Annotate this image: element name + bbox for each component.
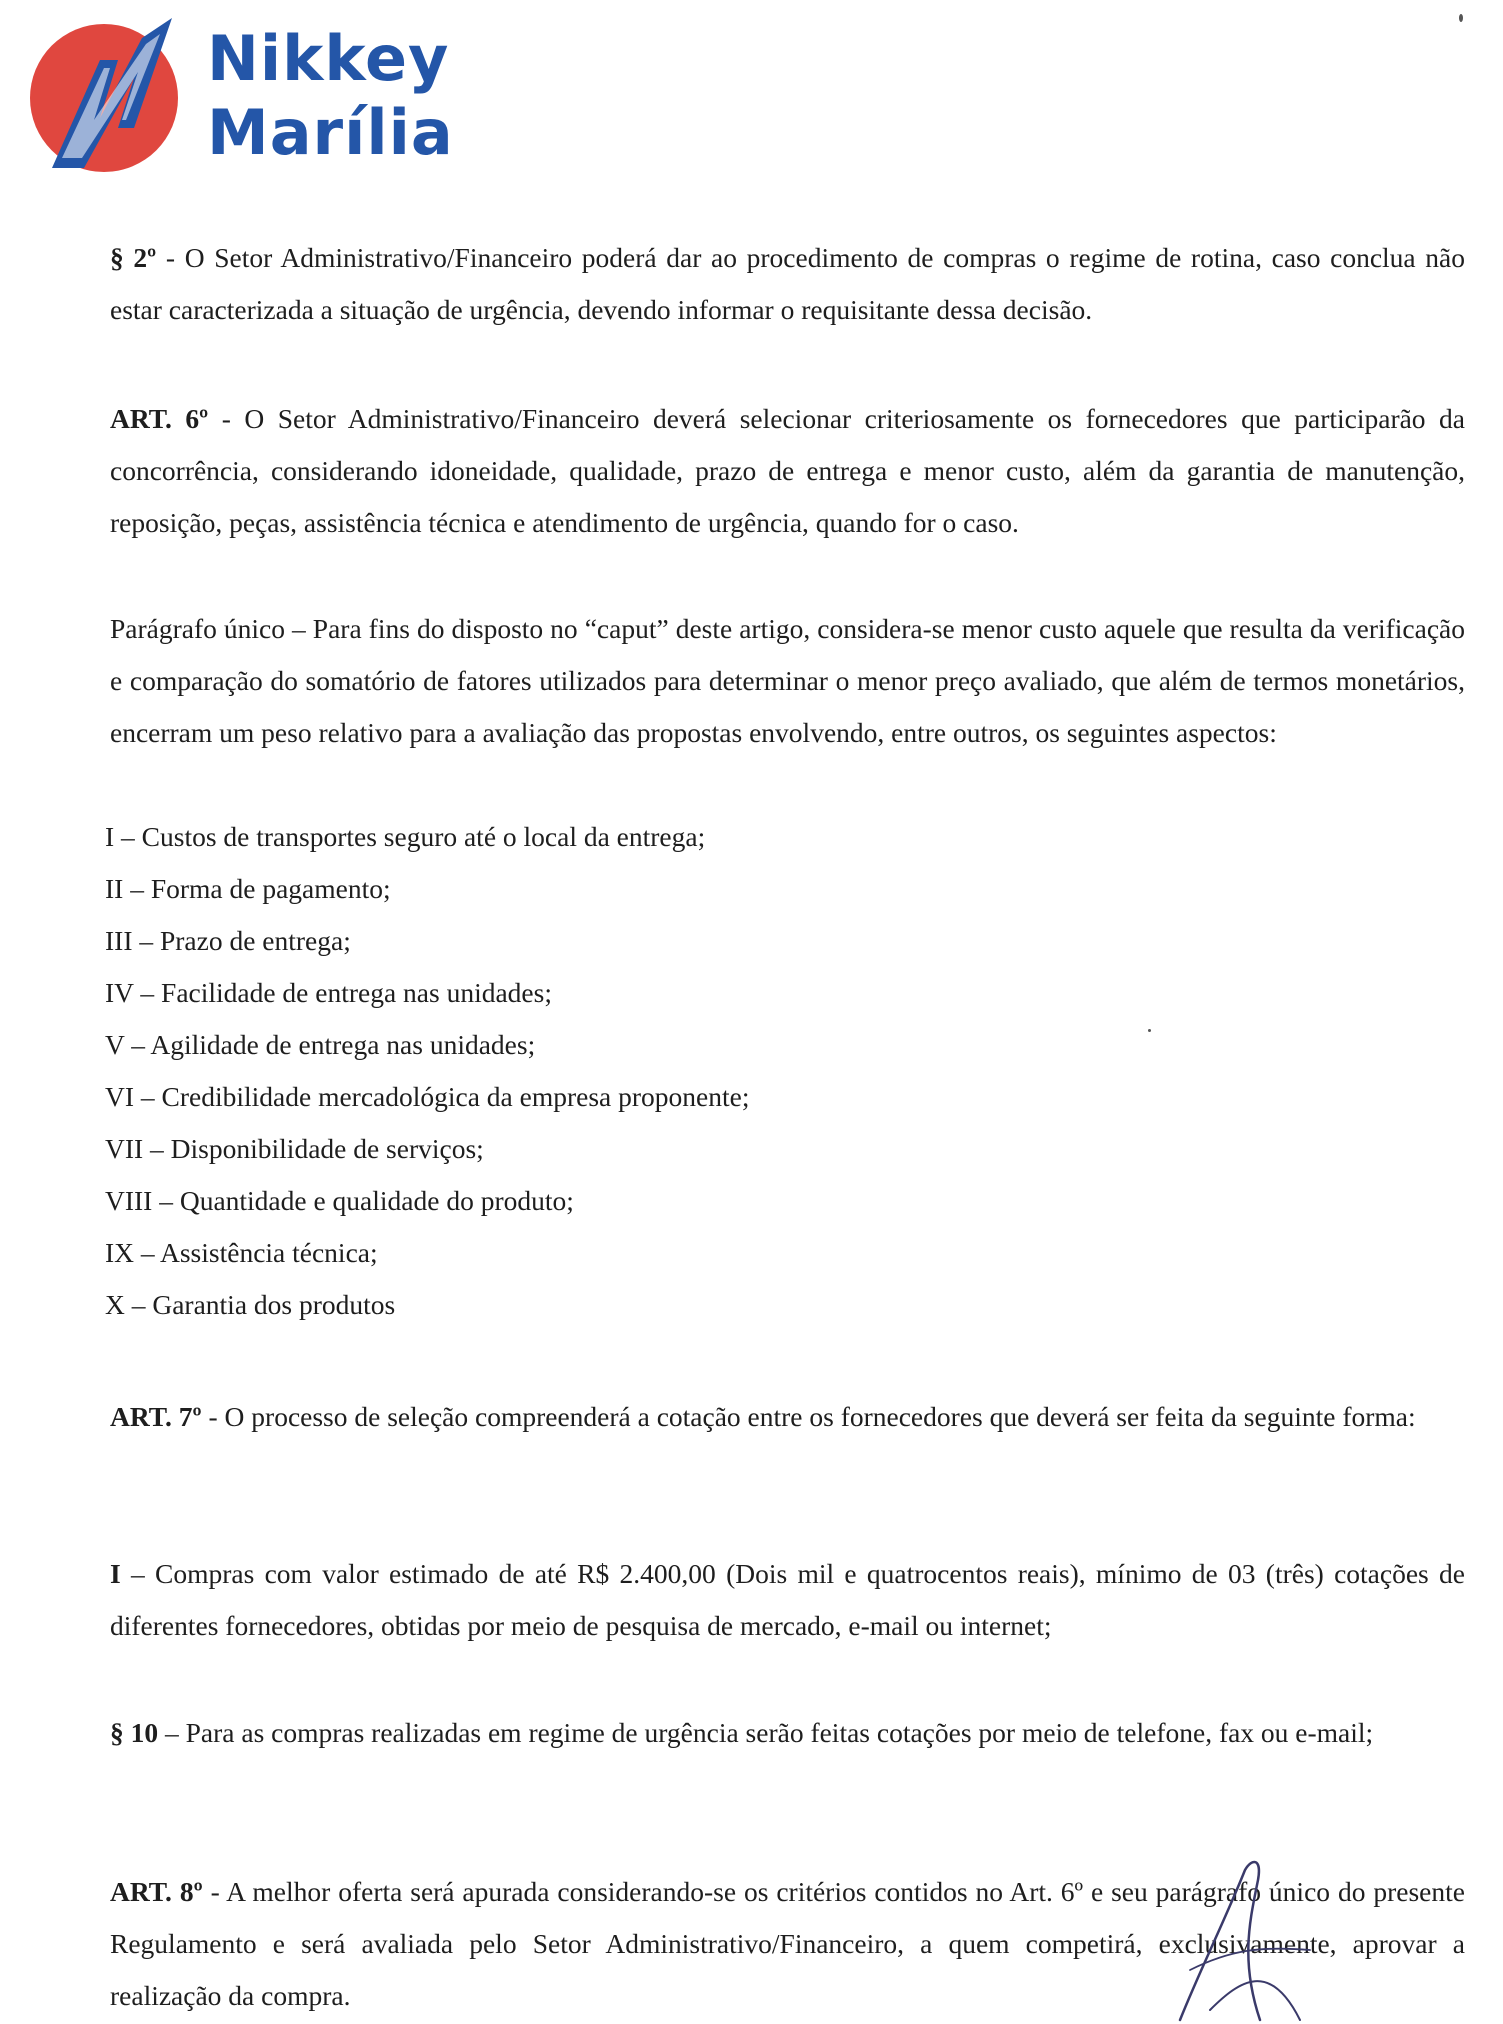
art6-lead: ART. 6º bbox=[110, 403, 209, 434]
par2-text: - O Setor Administrativo/Financeiro poderá dar ao procedimento de compras o regime de rotina, caso conclua não estar caracterizada a situação de urgência, devendo informar o requisitante dessa decisão. bbox=[110, 242, 1465, 325]
list-item: IV – Facilidade de entrega nas unidades; bbox=[105, 977, 552, 1008]
list-item: IX – Assistência técnica; bbox=[105, 1237, 378, 1268]
list-item: I – Custos de transportes seguro até o local da entrega; bbox=[105, 821, 706, 852]
paragraph-art6-unico: Parágrafo único – Para fins do disposto no “caput” deste artigo, considera-se menor custo aquele que resulta da verificação e comparação do somatório de fatores utilizados para determinar o menor preço avaliado, que além de termos monetários, encerram um peso relativo para a avaliação das propostas envolvendo, entre outros, os seguintes aspectos: bbox=[110, 613, 1465, 748]
list-item: V – Agilidade de entrega nas unidades; bbox=[105, 1029, 536, 1060]
scan-speck bbox=[1148, 1029, 1151, 1032]
logo-emblem-icon bbox=[22, 8, 212, 178]
company-logo bbox=[22, 8, 454, 178]
art6-text: - O Setor Administrativo/Financeiro deverá selecionar criteriosamente os fornecedores que participarão da concorrência, considerando idoneidade, qualidade, prazo de entrega e menor custo, além da garantia de manutenção, reposição, peças, assistência técnica e atendimento de urgência, quando for o caso. bbox=[110, 403, 1465, 538]
scan-speck bbox=[1459, 14, 1463, 22]
paragraph-art7-item1 bbox=[110, 1548, 1465, 1652]
art7-lead: ART. 7º bbox=[110, 1401, 202, 1432]
paragraph-art6 bbox=[110, 393, 1465, 549]
logo-text-line2: Marília bbox=[207, 96, 454, 169]
art7-item1-lead: I bbox=[110, 1558, 121, 1589]
list-item: VI – Credibilidade mercadológica da empresa proponente; bbox=[105, 1081, 750, 1112]
art8-text: - A melhor oferta será apurada considerando-se os critérios contidos no Art. 6º e seu parágrafo único do presente Regulamento e será avaliada pelo Setor Administrativo/Financeiro, a quem competirá, exclusivamente, aprovar a realização da compra. bbox=[110, 1876, 1465, 2011]
list-item: VII – Disponibilidade de serviços; bbox=[105, 1133, 484, 1164]
paragraph-par2 bbox=[110, 232, 1465, 336]
logo-text-line1: Nikkey bbox=[207, 22, 450, 95]
par10-text: – Para as compras realizadas em regime de urgência serão feitas cotações por meio de telefone, fax ou e-mail; bbox=[158, 1717, 1374, 1748]
paragraph-art7 bbox=[110, 1391, 1465, 1443]
art7-item1-text: – Compras com valor estimado de até R$ 2.400,00 (Dois mil e quatrocentos reais), mínimo de 03 (três) cotações de diferentes fornecedores, obtidas por meio de pesquisa de mercado, e-mail ou internet; bbox=[110, 1558, 1465, 1641]
list-item: II – Forma de pagamento; bbox=[105, 873, 391, 904]
list-item: X – Garantia dos produtos bbox=[105, 1289, 396, 1320]
par10-lead: § 10 bbox=[110, 1717, 159, 1748]
list-item: III – Prazo de entrega; bbox=[105, 925, 351, 956]
art7-text: - O processo de seleção compreenderá a cotação entre os fornecedores que deverá ser feita da seguinte forma: bbox=[201, 1401, 1416, 1432]
par2-lead: § 2º bbox=[110, 242, 157, 273]
paragraph-par10 bbox=[110, 1707, 1465, 1759]
art8-lead: ART. 8º bbox=[110, 1876, 203, 1907]
list-item: VIII – Quantidade e qualidade do produto; bbox=[105, 1185, 574, 1216]
signature-mark-icon bbox=[1170, 1850, 1320, 2024]
